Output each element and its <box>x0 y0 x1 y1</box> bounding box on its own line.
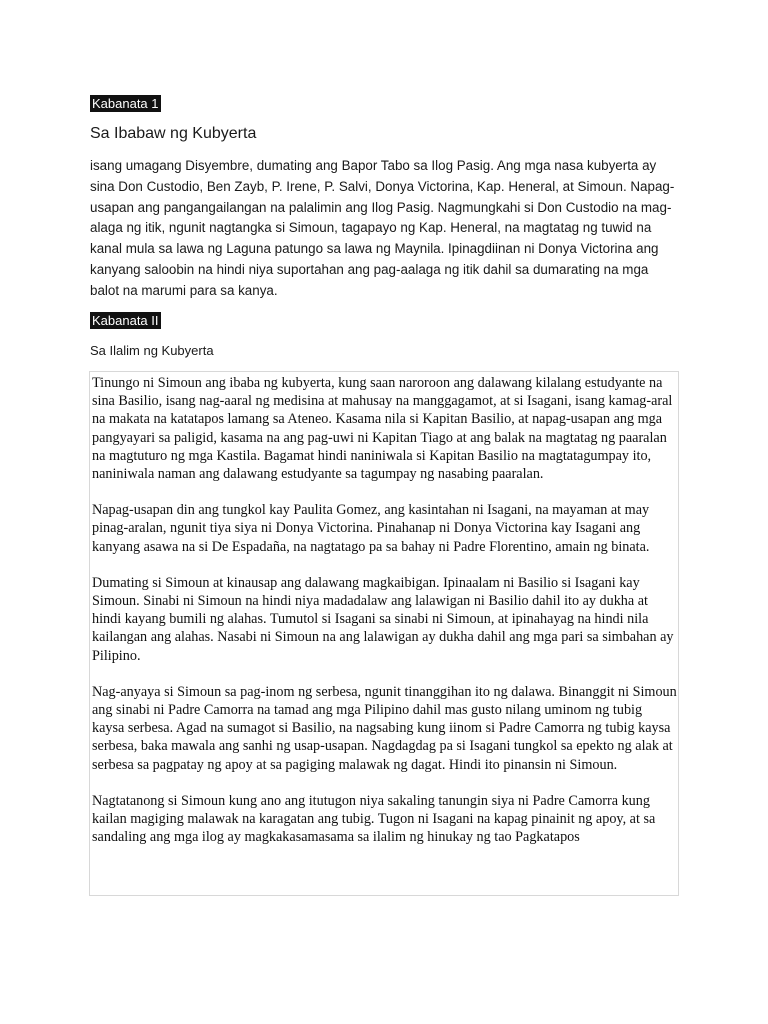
chapter-2-text-box <box>89 371 679 896</box>
chapter-2-paragraph: Nagtatanong si Simoun kung ano ang itutugon niya sakaling tanungin siya ni Padre Camorra kung kailan magiging malawak na karagatan ang tubig. Tugon ni Isagani na kapag pinainit ng apoy, at sa sandaling ang mga ilog ay magkakasamasama sa ilalim ng hinukay ng tao Pagkatapos <box>92 792 656 846</box>
chapter-2-title: Sa Ilalim ng Kubyerta <box>90 343 214 358</box>
chapter-2-paragraph: Nag-anyaya si Simoun sa pag-inom ng serbesa, ngunit tinanggihan ito ng dalawa. Binanggit ni Simoun ang sinabi ni Padre Camorra na tamad ang mga Pilipino dahil mas gusto nilang uminom ng tubig kaysa serbesa. Agad na sumagot si Basilio, na nagsabing kung iinom si Padre Camorra ng tubig kaysa serbesa, baka mawala ang sanhi ng usap-usapan. Nagdagdag pa si Isagani tungkol sa epekto ng alak at serbesa sa pagpatay ng apoy at sa pagiging malawak ng dagat. Hindi ito pinansin ni Simoun. <box>92 683 677 773</box>
chapter-1-label: Kabanata 1 <box>92 96 159 111</box>
chapter-1-summary: isang umagang Disyembre, dumating ang Bapor Tabo sa Ilog Pasig. Ang mga nasa kubyerta ay sina Don Custodio, Ben Zayb, P. Irene, P. Salvi, Donya Victorina, Kap. Heneral, at Simoun. Napag-usapan ang pangangailangan na palalimin ang Ilog Pasig. Nagmungkahi si Don Custodio na mag-alaga ng itik, ngunit nagtangka si Simoun, tagapayo ng Kap. Heneral, na magtatag ng tuwid na kanal mula sa lawa ng Laguna patungo sa lawa ng Maynila. Ipinagdiinan ni Donya Victorina ang kanyang saloobin na hindi niya suportahan ang pag-aalaga ng itik dahil sa dumarating na mga balot na marumi para sa kanya. <box>90 158 675 298</box>
chapter-1-title: Sa Ibabaw ng Kubyerta <box>90 125 257 142</box>
chapter-2-paragraph: Dumating si Simoun at kinausap ang dalawang magkaibigan. Ipinaalam ni Basilio si Isagani kay Simoun. Sinabi ni Simoun na hindi niya madadalaw ang lalawigan ni Basilio dahil ito ay dukha at hindi kayang bumili ng alahas. Tumutol si Isagani sa sinabi ni Simoun, at ipinahayag na hindi nila kailangan ang alahas. Nasabi ni Simoun na ang lalawigan ay dukha dahil ang mga pari sa simbahan ay Pilipino. <box>92 574 674 664</box>
chapter-2-paragraph: Napag-usapan din ang tungkol kay Paulita Gomez, ang kasintahan ni Isagani, na mayaman at may pinag-aralan, ngunit tiya siya ni Donya Victorina. Pinahanap ni Donya Victorina kay Isagani ang kanyang asawa na si De Espadaña, na nagtatago pa sa bahay ni Padre Florentino, amain ng binata. <box>92 502 650 555</box>
chapter-2-paragraph: Tinungo ni Simoun ang ibaba ng kubyerta, kung saan naroroon ang dalawang kilalang estudyante na sina Basilio, isang nag-aaral ng medisina at mahusay na manggagamot, at si Isagani, isang kamag-aral na makata na katatapos lamang sa Ateneo. Kasama nila si Kapitan Basilio, at napag-usapan ang mga pangyayari sa paligid, kasama na ang pag-uwi ni Kapitan Tiago at ang balak na magtatag ng paaralan na magtuturo ng mga Kastila. Bagamat hindi naniniwala si Kapitan Basilio na magtatagumpay ito, naniniwala naman ang dalawang estudyante sa tagumpay ng nasabing paaralan. <box>92 375 673 483</box>
chapter-2-label: Kabanata II <box>92 313 159 328</box>
